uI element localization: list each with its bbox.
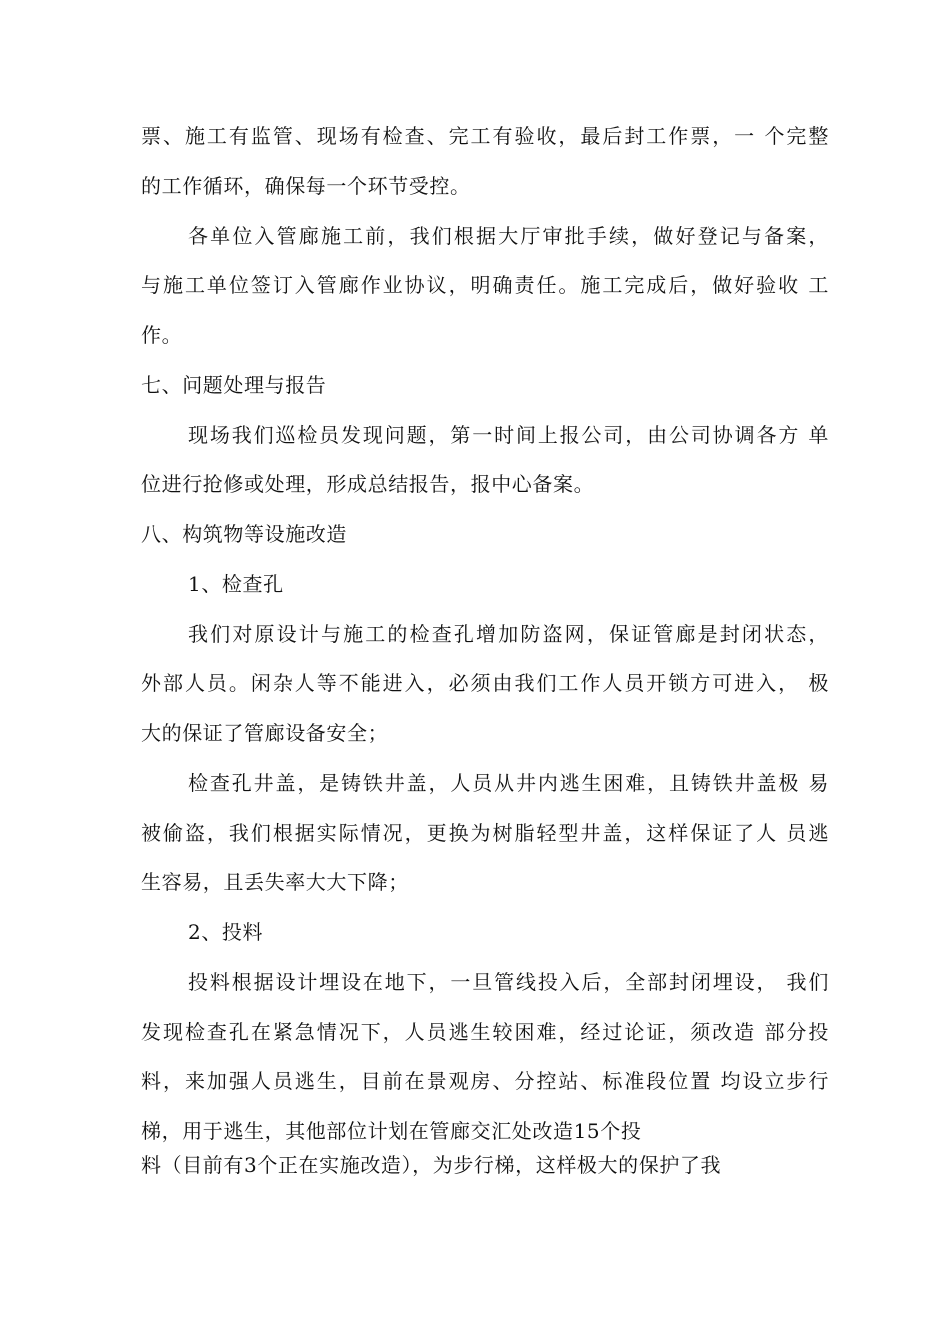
paragraph-line: 大的保证了管廊设备安全； (141, 721, 389, 745)
paragraph-line: 料，来加强人员逃生，目前在景观房、分控站、标准段位置 均设立步行 (141, 1069, 829, 1093)
paragraph-line: 各单位入管廊施工前，我们根据大厅审批手续，做好登记与备案， (188, 224, 829, 248)
paragraph-line: 位进行抢修或处理，形成总结报告，报中心备案。 (141, 472, 595, 496)
paragraph-line: 投料根据设计埋设在地下，一旦管线投入后，全部封闭埋设， 我们 (188, 970, 829, 994)
paragraph-line: 生容易，且丢失率大大下降； (141, 870, 409, 894)
paragraph-line: 被偷盗，我们根据实际情况，更换为树脂轻型井盖，这样保证了人 员逃 (141, 821, 829, 845)
paragraph-line: 外部人员。闲杂人等不能进入，必须由我们工作人员开锁方可进入， 极 (141, 671, 829, 695)
paragraph-line: 梯，用于逃生，其他部位计划在管廊交汇处改造15个投 (141, 1119, 642, 1143)
subsection-heading: 2、投料 (188, 920, 264, 944)
paragraph-line: 我们对原设计与施工的检查孔增加防盗网，保证管廊是封闭状态， (188, 622, 829, 646)
paragraph-line: 票、施工有监管、现场有检查、完工有验收，最后封工作票，一 个完整 (141, 124, 829, 148)
paragraph-line: 的工作循环，确保每一个环节受控。 (141, 174, 471, 198)
subsection-heading: 1、检查孔 (188, 572, 284, 596)
section-heading: 七、问题处理与报告 (141, 373, 327, 397)
paragraph-line: 与施工单位签订入管廊作业协议，明确责任。施工完成后，做好验收 工 (141, 273, 829, 297)
paragraph-line: 料（目前有3个正在实施改造），为步行梯，这样极大的保护了我 (141, 1153, 722, 1177)
paragraph-line: 现场我们巡检员发现问题，第一时间上报公司，由公司协调各方 单 (188, 423, 829, 447)
paragraph-line: 发现检查孔在紧急情况下，人员逃生较困难，经过论证，须改造 部分投 (141, 1020, 829, 1044)
section-heading: 八、构筑物等设施改造 (141, 522, 347, 546)
paragraph-line: 作。 (141, 323, 183, 347)
paragraph-line: 检查孔井盖，是铸铁井盖，人员从井内逃生困难，且铸铁井盖极 易 (188, 771, 829, 795)
